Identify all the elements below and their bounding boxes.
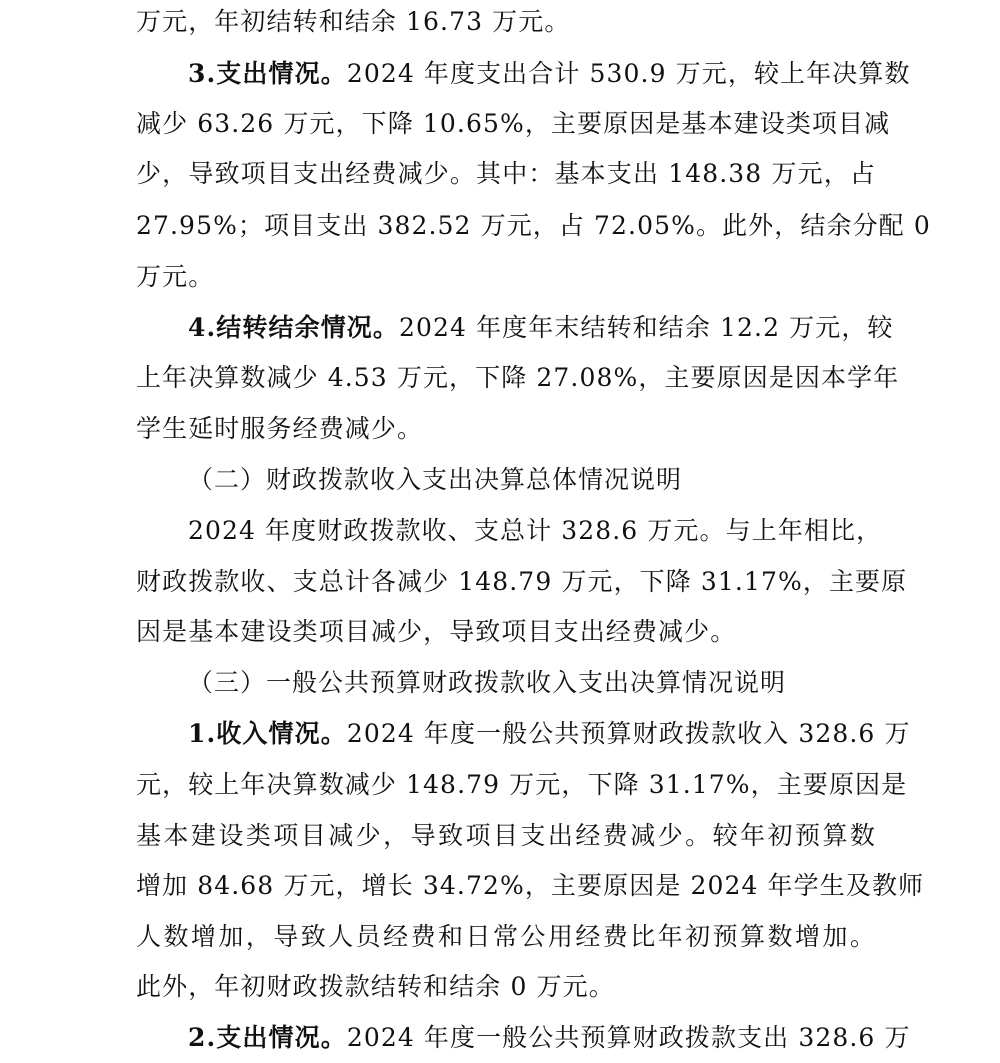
paragraph-fiscal-total-line-3 — [136, 607, 876, 657]
paragraph-income-line-2 — [136, 760, 908, 810]
text-run: 减少 63.26 万元，下降 10.65%，主要原因是基本建设类项目减 — [136, 109, 891, 138]
text-run: 2024 年度年末结转和结余 12.2 万元，较 — [399, 313, 894, 342]
paragraph-carryover-line-2 — [136, 353, 900, 403]
heading-text: （三）一般公共预算财政拨款收入支出决算情况说明 — [188, 668, 787, 697]
paragraph-income-line-5 — [136, 912, 876, 962]
text-run: 2024 年度一般公共预算财政拨款收入 328.6 万 — [346, 719, 911, 748]
text-run: 因是基本建设类项目减少，导致项目支出经费减少。 — [136, 617, 737, 646]
heading-text: （二）财政拨款收入支出决算总体情况说明 — [188, 465, 683, 494]
paragraph-income-line-4 — [136, 861, 925, 911]
paragraph-income-line-3 — [136, 811, 876, 861]
text-run: 此外，年初财政拨款结转和结余 0 万元。 — [136, 972, 615, 1001]
paragraph-expenditure-line-3 — [136, 149, 876, 199]
paragraph-expenditure-line-2 — [136, 99, 891, 149]
paragraph-expenditure-line-5 — [136, 252, 876, 302]
text-run: 人数增加，导致人员经费和日常公用经费比年初预算数增加。 — [136, 922, 876, 951]
paragraph-income-line-6 — [136, 962, 876, 1012]
text-run: 2024 年度支出合计 530.9 万元，较上年决算数 — [346, 59, 911, 88]
text-run: 2024 年度一般公共预算财政拨款支出 328.6 万 — [346, 1023, 911, 1052]
text-run: 万元。 — [136, 262, 215, 291]
text-run: 万元，年初结转和结余 16.73 万元。 — [136, 7, 571, 36]
section-heading-fiscal-total — [188, 455, 876, 505]
text-run: 增加 84.68 万元，增长 34.72%，主要原因是 2024 年学生及教师 — [136, 871, 925, 900]
section-lead-expenditure: 3.支出情况。 — [188, 59, 347, 88]
text-run: 元，较上年决算数减少 148.79 万元，下降 31.17%，主要原因是 — [136, 770, 908, 799]
text-run: 财政拨款收、支总计各减少 148.79 万元，下降 31.17%，主要原 — [136, 567, 908, 596]
text-run: 27.95%；项目支出 382.52 万元，占 72.05%。此外，结余分配 0 — [136, 211, 931, 240]
paragraph-carryover-line-1 — [188, 303, 894, 353]
text-run: 学生延时服务经费减少。 — [136, 414, 424, 443]
paragraph-expenditure-line-1 — [188, 49, 911, 99]
paragraph-fiscal-total-line-1 — [188, 506, 883, 556]
paragraph-expenditure-line-4 — [136, 201, 931, 251]
text-run: 2024 年度财政拨款收、支总计 328.6 万元。与上年相比， — [188, 516, 883, 545]
text-run: 少，导致项目支出经费减少。其中：基本支出 148.38 万元，占 — [136, 159, 876, 188]
section-lead-carryover: 4.结转结余情况。 — [188, 313, 399, 342]
section-lead-income: 1.收入情况。 — [188, 719, 347, 748]
section-heading-general-budget — [188, 658, 876, 708]
paragraph-fiscal-total-line-2 — [136, 557, 908, 607]
paragraph-income-line-1 — [188, 709, 911, 759]
text-run: 基本建设类项目减少，导致项目支出经费减少。较年初预算数 — [136, 821, 876, 850]
text-run: 上年决算数减少 4.53 万元，下降 27.08%，主要原因是因本学年 — [136, 363, 900, 392]
paragraph-continuation-line — [136, 0, 876, 47]
section-lead-general-expenditure: 2.支出情况。 — [188, 1023, 347, 1052]
paragraph-carryover-line-3 — [136, 404, 876, 454]
